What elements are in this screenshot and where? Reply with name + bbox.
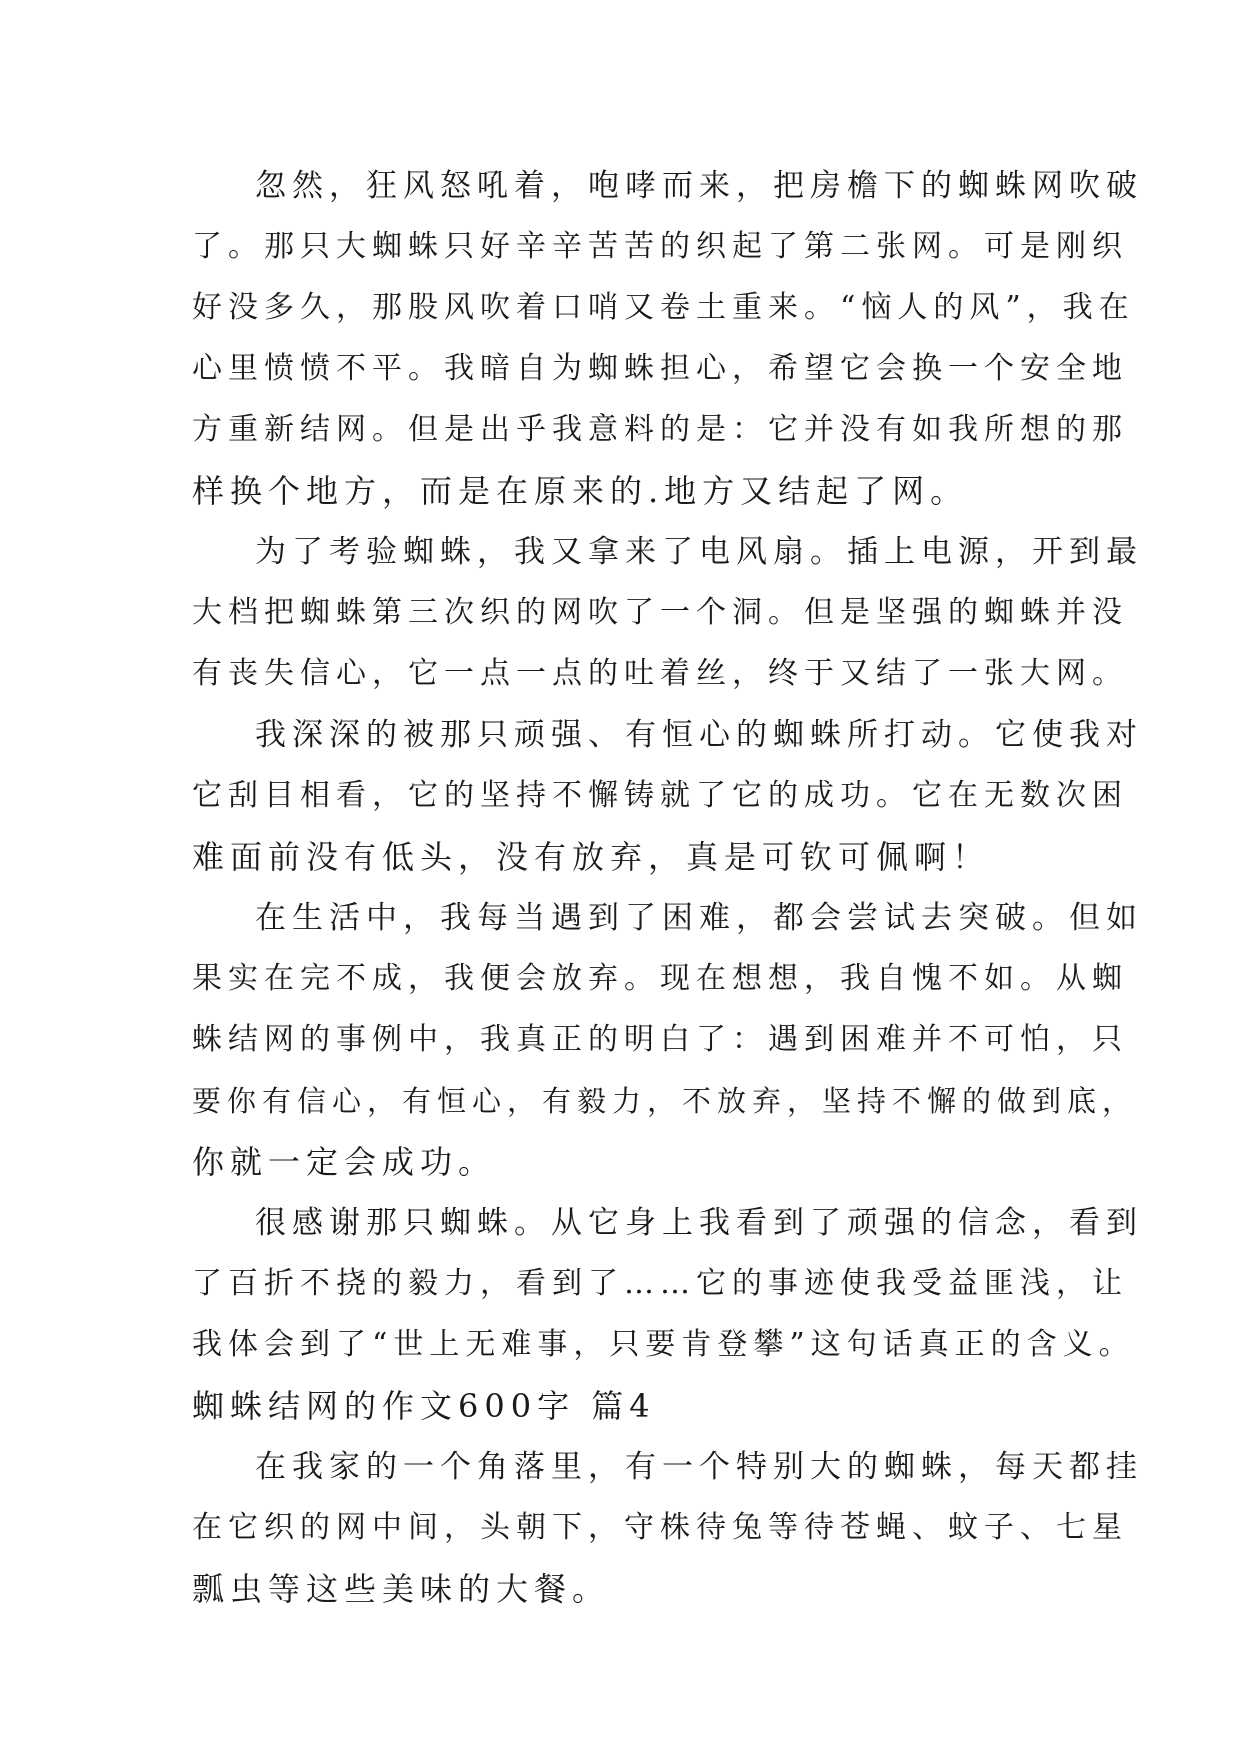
text-line: 方重新结网。但是出乎我意料的是：它并没有如我所想的那 bbox=[192, 412, 1128, 447]
text-line: 难面前没有低头，没有放弃，真是可钦可佩啊！ bbox=[192, 838, 991, 876]
text-line: 为了考验蜘蛛，我又拿来了电风扇。插上电源，开到最 bbox=[255, 534, 1143, 570]
text-line: 忽然，狂风怒吼着，咆哮而来，把房檐下的蜘蛛网吹破 bbox=[255, 168, 1143, 204]
text-line: 大档把蜘蛛第三次织的网吹了一个洞。但是坚强的蜘蛛并没 bbox=[192, 595, 1128, 630]
text-line: 了百折不挠的毅力，看到了……它的事迹使我受益匪浅，让 bbox=[192, 1266, 1128, 1301]
text-line: 要你有信心，有恒心，有毅力，不放弃，坚持不懈的做到底， bbox=[192, 1084, 1138, 1118]
text-line: 好没多久，那股风吹着口哨又卷土重来。“恼人的风”，我在 bbox=[192, 290, 1135, 325]
text-line: 它刮目相看，它的坚持不懈铸就了它的成功。它在无数次困 bbox=[192, 778, 1128, 813]
text-line: 很感谢那只蜘蛛。从它身上我看到了顽强的信念，看到 bbox=[255, 1205, 1143, 1241]
text-line: 果实在完不成，我便会放弃。现在想想，我自愧不如。从蜘 bbox=[192, 961, 1128, 996]
text-line: 了。那只大蜘蛛只好辛辛苦苦的织起了第二张网。可是刚织 bbox=[192, 229, 1128, 264]
text-line: 我深深的被那只顽强、有恒心的蜘蛛所打动。它使我对 bbox=[255, 717, 1143, 753]
text-line: 我体会到了“世上无难事，只要肯登攀”这句话真正的含义。 bbox=[192, 1327, 1135, 1362]
text-line: 样换个地方，而是在原来的.地方又结起了网。 bbox=[192, 472, 969, 510]
section-heading: 蜘蛛结网的作文600字 篇4 bbox=[192, 1387, 656, 1425]
text-line: 蛛结网的事例中，我真正的明白了：遇到困难并不可怕，只 bbox=[192, 1022, 1128, 1057]
text-line: 在生活中，我每当遇到了困难，都会尝试去突破。但如 bbox=[255, 900, 1143, 936]
text-line: 你就一定会成功。 bbox=[192, 1143, 497, 1181]
text-line: 有丧失信心，它一点一点的吐着丝，终于又结了一张大网。 bbox=[192, 656, 1128, 691]
text-line: 瓢虫等这些美味的大餐。 bbox=[192, 1570, 611, 1608]
text-line: 在它织的网中间，头朝下，守株待兔等待苍蝇、蚊子、七星 bbox=[192, 1510, 1128, 1545]
text-line: 在我家的一个角落里，有一个特别大的蜘蛛，每天都挂 bbox=[255, 1449, 1143, 1485]
text-line: 心里愤愤不平。我暗自为蜘蛛担心，希望它会换一个安全地 bbox=[192, 351, 1128, 386]
